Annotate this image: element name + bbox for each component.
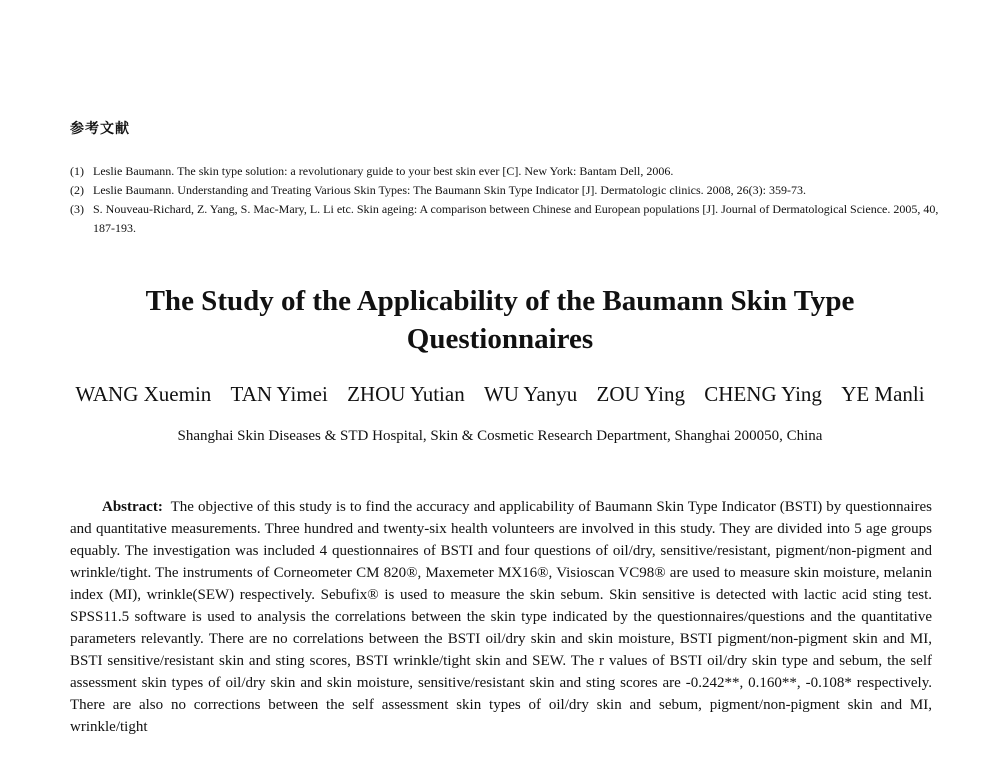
abstract xyxy=(70,496,932,738)
author-name: ZOU Ying xyxy=(596,382,686,406)
author-name: TAN Yimei xyxy=(230,382,328,406)
affiliation: Shanghai Skin Diseases & STD Hospital, Skin & Cosmetic Research Department, Shanghai 200050, China xyxy=(177,428,823,444)
reference-number: (2) xyxy=(70,183,84,197)
paper-title: The Study of the Applicability of the Baumann Skin Type Questionnaires xyxy=(145,285,855,355)
references-heading: 参考文献 xyxy=(70,121,130,137)
author-name: WU Yanyu xyxy=(483,382,578,406)
reference-list xyxy=(70,162,940,238)
author-name: ZHOU Yutian xyxy=(347,382,465,406)
reference-number: (1) xyxy=(70,164,84,178)
reference-item xyxy=(70,162,940,181)
reference-number: (3) xyxy=(70,202,84,216)
reference-item xyxy=(70,200,940,238)
reference-text: S. Nouveau-Richard, Z. Yang, S. Mac-Mary, L. Li etc. Skin ageing: A comparison between Chinese and European populations [J]. Journal of Dermatological Science. 2005, 40, 187-193. xyxy=(93,202,939,235)
reference-text: Leslie Baumann. The skin type solution: a revolutionary guide to your best skin ever [C]. New York: Bantam Dell, 2006. xyxy=(93,164,674,178)
author-name: WANG Xuemin xyxy=(75,382,212,406)
author-list xyxy=(50,381,950,407)
author-name: YE Manli xyxy=(841,382,925,406)
reference-item xyxy=(70,181,940,200)
abstract-label: Abstract: xyxy=(102,499,163,515)
author-name: CHENG Ying xyxy=(704,382,822,406)
reference-text: Leslie Baumann. Understanding and Treating Various Skin Types: The Baumann Skin Type Indicator [J]. Dermatologic clinics. 2008, 26(3): 359-73. xyxy=(93,183,806,197)
abstract-text: The objective of this study is to find the accuracy and applicability of Baumann Skin Type Indicator (BSTI) by questionnaires and quantitative measurements. Three hundred and twenty-six health volunteers are involved in this study. They are divided into 5 age groups equably. The investigation was included 4 questionnaires of BSTI and four questions of oil/dry, sensitive/resistant, pigment/non-pigment and wrinkle/tight. The instruments of Corneometer CM 820®, Maxemeter MX16®, Visioscan VC98® are used to measure skin moisture, melanin index (MI), wrinkle(SEW) respectively. Sebufix® is used to measure the skin sebum. Skin sensitive is detected with lactic acid sting test. SPSS11.5 software is used to analysis the correlations between the skin type indicated by the questionnaires/questions and the quantitative parameters relevantly. There are no correlations between the BSTI oil/dry skin and skin moisture, BSTI pigment/non-pigment skin and MI, BSTI sensitive/resistant skin and sting scores, BSTI wrinkle/tight skin and SEW. The r values of BSTI oil/dry skin type and sebum, the self assessment skin types of oil/dry skin and skin moisture, sensitive/resistant skin and sting scores are -0.242**, 0.160**, -0.108* respectively. There are also no corrections between the self assessment skin types of oil/dry skin and sebum, pigment/non-pigment skin and MI, wrinkle/tight xyxy=(70,499,933,735)
